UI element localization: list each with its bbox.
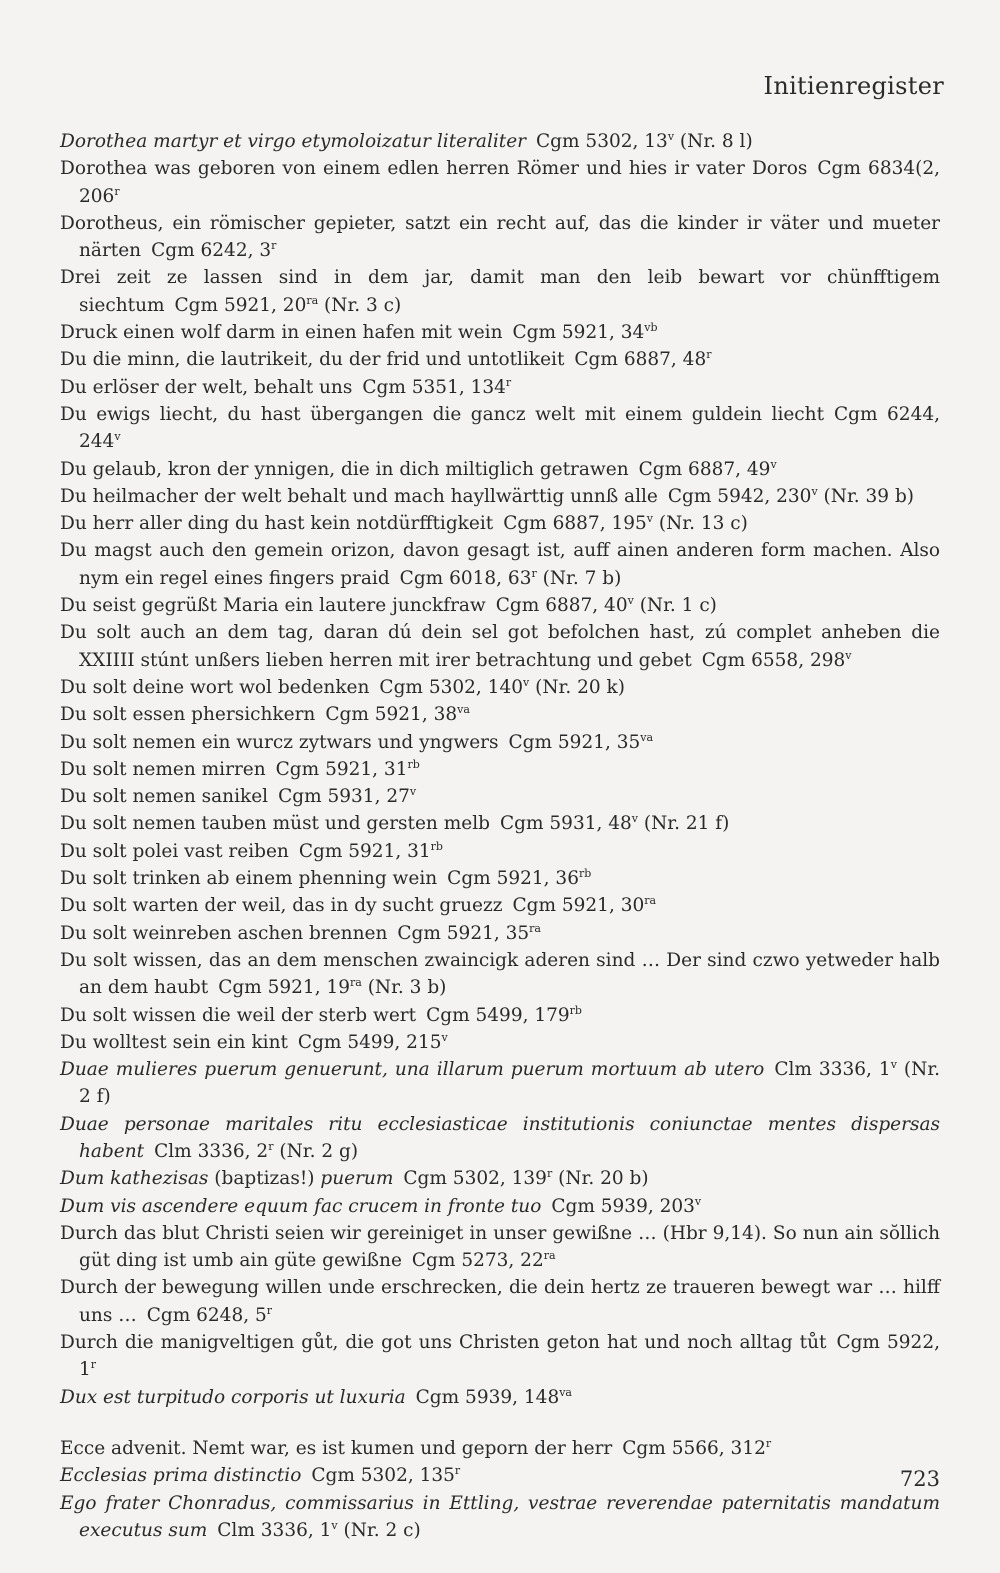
incipit: Dorothea martyr et virgo etymoloizatur literaliter bbox=[60, 131, 527, 152]
folio-side: ra bbox=[644, 894, 657, 908]
folio-side: rb bbox=[407, 757, 420, 771]
incipit: Ecclesias prima distinctio bbox=[60, 1465, 302, 1487]
manuscript-reference: Cgm 5302, 140$^v$ (Nr. 20 k) bbox=[379, 675, 625, 698]
incipit: Du solt trinken ab einem phenning wein bbox=[60, 868, 438, 890]
manuscript-reference: Cgm 6018, 63$^r$ (Nr. 7 b) bbox=[399, 566, 622, 589]
index-entry bbox=[60, 1029, 940, 1056]
index-entry bbox=[60, 810, 940, 837]
folio-side: ra bbox=[529, 921, 541, 935]
index-entry bbox=[60, 1435, 940, 1462]
manuscript-reference: Cgm 5931, 27$^v$ bbox=[278, 784, 417, 808]
manuscript-reference: Cgm 5942, 230$^v$ (Nr. 39 b) bbox=[667, 484, 915, 507]
index-entry bbox=[60, 674, 940, 701]
incipit: Dorothea was geboren von einem edlen herren Römer und hies ir vater Doros bbox=[60, 158, 808, 180]
folio-side: r bbox=[266, 1303, 273, 1317]
manuscript-reference: Cgm 5921, $19^{ra}$ (Nr. 3 b) bbox=[218, 976, 447, 999]
manuscript-reference: Clm 3336, 2$^r$ (Nr. 2 g) bbox=[154, 1139, 359, 1162]
running-header: Initienregister bbox=[763, 72, 944, 100]
folio-side: ra bbox=[350, 976, 362, 990]
index-entry bbox=[60, 1384, 940, 1411]
manuscript-reference: Cgm 5499, 215$^v$ bbox=[297, 1030, 448, 1053]
incipit: Drei zeit ze lassen sind in dem jar, damit man den leib bewart vor chünfftigem siechtum bbox=[60, 267, 940, 316]
index-entry bbox=[60, 1274, 940, 1329]
folio-side: v bbox=[441, 1030, 448, 1044]
folio-side: r bbox=[114, 184, 120, 198]
folio-side: rb bbox=[430, 839, 443, 853]
incipit: Du solt nemen ein wurcz zytwars und yngwers bbox=[60, 731, 499, 753]
incipit: Duae mulieres puerum genuerunt, una illarum puerum mortuum ab utero bbox=[60, 1059, 765, 1081]
index-entry bbox=[60, 756, 940, 783]
manuscript-reference: Cgm 5921, $35^{ra}$ bbox=[397, 921, 541, 944]
manuscript-reference: Cgm 5921, $38^{va}$ bbox=[325, 703, 470, 726]
folio-side: v bbox=[667, 129, 675, 143]
incipit: Du solt wissen, das an dem menschen zwaincigk aderen sind … Der sind czwo yetweder halb an dem haubt bbox=[60, 949, 940, 999]
incipit: Durch die manigveltigen gůt, die got uns Christen geton hat und noch alltag tůt bbox=[60, 1332, 827, 1354]
incipit: Durch das blut Christi seien wir gereiniget in unser gewißne … (Hbr 9,14). So nun ain sŏllich güt ding ist umb ain güte gewißne bbox=[60, 1222, 940, 1272]
incipit: Dorotheus, ein römischer gepieter, satzt ein recht auf, das die kinder ir väter und mueter närten bbox=[60, 212, 940, 262]
manuscript-reference: Cgm 5273, $22^{ra}$ bbox=[411, 1249, 556, 1272]
folio-side: r bbox=[531, 566, 537, 580]
manuscript-reference: Clm 3336, 1$^v$ (Nr. 2 c) bbox=[217, 1518, 421, 1541]
manuscript-reference: Cgm 5921, $36^{rb}$ bbox=[447, 866, 592, 890]
incipit: Du die minn, die lautrikeit, du der frid und untotlikeit bbox=[60, 349, 565, 371]
folio-side: rb bbox=[569, 1003, 582, 1017]
folio-side: ra bbox=[306, 293, 319, 307]
incipit: Du solt warten der weil, das in dy sucht gruezz bbox=[60, 895, 503, 917]
manuscript-reference: Cgm 5921, $35^{va}$ bbox=[508, 730, 654, 753]
incipit: Du solt nemen tauben müst und gersten melb bbox=[60, 813, 490, 835]
incipit: Dum kathezisas bbox=[60, 1168, 209, 1190]
incipit: Dux est turpitudo corporis ut luxuria bbox=[60, 1386, 406, 1408]
folio-side: va bbox=[457, 703, 470, 717]
index-entry bbox=[60, 1329, 940, 1384]
manuscript-reference: Cgm 5939, 203$^v$ bbox=[551, 1194, 702, 1217]
manuscript-reference: Cgm 6887, 40$^v$ (Nr. 1 c) bbox=[495, 593, 717, 617]
folio-side: rb bbox=[578, 866, 592, 880]
manuscript-reference: Cgm 6248, 5$^r$ bbox=[146, 1303, 273, 1326]
folio-side: v bbox=[631, 812, 639, 826]
index-entry bbox=[60, 264, 940, 319]
manuscript-reference: Cgm 5351, 134$^r$ bbox=[362, 375, 512, 398]
page-number: 723 bbox=[899, 1467, 940, 1491]
manuscript-reference: Cgm 5499, $179^{rb}$ bbox=[426, 1003, 582, 1026]
folio-side: v bbox=[770, 457, 777, 471]
incipit: Du herr aller ding du hast kein notdürfftigkeit bbox=[60, 513, 494, 535]
incipit: Du ewigs liecht, du hast übergangen die gancz welt mit einem guldein liecht bbox=[60, 403, 825, 425]
index-entry bbox=[60, 729, 940, 756]
incipit: Du solt wissen die weil der sterb wert bbox=[60, 1004, 417, 1026]
index-entry bbox=[60, 1056, 940, 1111]
incipit: Du solt nemen mirren bbox=[60, 758, 266, 780]
manuscript-reference: Cgm 5921, $34^{vb}$ bbox=[512, 320, 658, 344]
manuscript-reference: Cgm 5566, 312$^r$ bbox=[622, 1436, 772, 1459]
index-entry bbox=[60, 1193, 940, 1220]
folio-side: r bbox=[271, 239, 277, 253]
index-entry bbox=[60, 701, 940, 728]
folio-side: vb bbox=[644, 320, 658, 334]
index-entry bbox=[60, 1490, 940, 1545]
incipit: Du solt nemen sanikel bbox=[60, 786, 269, 808]
incipit: Druck einen wolf darm in einen hafen mit wein bbox=[60, 322, 503, 344]
folio-side: v bbox=[114, 430, 121, 444]
folio-side: ra bbox=[543, 1249, 556, 1263]
folio-side: v bbox=[811, 484, 818, 498]
index-entry bbox=[60, 1462, 940, 1489]
manuscript-reference: Cgm 5931, 48$^v$ (Nr. 21 f) bbox=[499, 812, 730, 835]
manuscript-reference: Cgm 6834(2, 206$^r$ bbox=[79, 158, 941, 207]
manuscript-reference: Cgm 5302, 13$^v$ (Nr. 8 l) bbox=[536, 129, 753, 152]
manuscript-reference: Cgm 5921, $30^{ra}$ bbox=[512, 894, 657, 917]
incipit: Durch der bewegung willen unde erschrecken, die dein hertz ze traueren bewegt war … hilff uns … bbox=[60, 1277, 940, 1326]
folio-side: v bbox=[627, 593, 634, 607]
manuscript-reference: Cgm 5922, 1$^r$ bbox=[79, 1332, 940, 1381]
folio-side: r bbox=[765, 1436, 772, 1450]
index-entry bbox=[60, 346, 940, 373]
folio-side: r bbox=[706, 348, 712, 362]
index-entry bbox=[60, 319, 940, 346]
index-entry bbox=[60, 783, 940, 810]
incipit-continued: puerum bbox=[320, 1168, 394, 1190]
incipit: Du erlöser der welt, behalt uns bbox=[60, 376, 353, 398]
index-entry bbox=[60, 947, 940, 1002]
manuscript-reference: Cgm 5302, 135$^r$ bbox=[311, 1464, 461, 1487]
manuscript-reference: Cgm 6887, 48$^r$ bbox=[574, 348, 712, 371]
incipit: Du solt essen phersichkern bbox=[60, 704, 316, 726]
manuscript-reference: Cgm 5921, $31^{rb}$ bbox=[275, 757, 420, 780]
index-entry bbox=[60, 865, 940, 892]
incipit: Ego frater Chonradus, commissarius in Ettling, vestrae reverendae paternitatis mandatum executus sum bbox=[60, 1492, 940, 1541]
folio-side: r bbox=[90, 1358, 97, 1372]
incipit: Duae personae maritales ritu ecclesiasticae institutionis coniunctae mentes dispersas habent bbox=[60, 1113, 940, 1162]
manuscript-reference: Cgm 5302, 139$^r$ (Nr. 20 b) bbox=[403, 1167, 649, 1190]
incipit: Du seist gegrüßt Maria ein lautere junckfraw bbox=[60, 595, 486, 617]
incipit: Du solt deine wort wol bedenken bbox=[60, 676, 370, 698]
manuscript-reference: Cgm 5921, $20^{ra}$ (Nr. 3 c) bbox=[174, 293, 402, 316]
index-entry bbox=[60, 1111, 940, 1166]
index-entry bbox=[60, 838, 940, 865]
index-entry bbox=[60, 1002, 940, 1029]
folio-side: va bbox=[559, 1385, 572, 1399]
incipit: Du magst auch den gemein orizon, davon gesagt ist, auff ainen anderen form machen. Also nym ein regel eines fingers praid bbox=[60, 540, 940, 589]
folio-side: r bbox=[268, 1139, 274, 1153]
index-entry bbox=[60, 592, 940, 619]
incipit: Du wolltest sein ein kint bbox=[60, 1031, 288, 1053]
index-entry bbox=[60, 155, 940, 210]
incipit: Dum vis ascendere equum fac crucem in fronte tuo bbox=[60, 1195, 542, 1217]
folio-side: v bbox=[646, 512, 653, 525]
incipit: Du heilmacher der welt behalt und mach hayllwärttig unnß alle bbox=[60, 485, 658, 507]
index-entry bbox=[60, 401, 940, 456]
folio-side: r bbox=[454, 1464, 461, 1478]
folio-side: v bbox=[331, 1518, 338, 1532]
index-entry bbox=[60, 483, 940, 510]
folio-side: va bbox=[640, 730, 654, 744]
index-entry bbox=[60, 456, 940, 483]
manuscript-reference: Cgm 6244, 244$^v$ bbox=[79, 403, 940, 453]
index-entry bbox=[60, 1220, 940, 1275]
folio-side: v bbox=[845, 648, 852, 662]
index-entry bbox=[60, 128, 940, 155]
manuscript-reference: Cgm 5921, $31^{rb}$ bbox=[298, 839, 443, 862]
folio-side: r bbox=[546, 1167, 553, 1181]
manuscript-reference: Cgm 6887, 195$^v$ (Nr. 13 c) bbox=[503, 512, 748, 535]
incipit: Du solt polei vast reiben bbox=[60, 840, 289, 862]
incipit: Ecce advenit. Nemt war, es ist kumen und geporn der herr bbox=[60, 1437, 613, 1459]
folio-side: v bbox=[409, 784, 417, 798]
index-entry bbox=[60, 1165, 940, 1192]
manuscript-reference: Clm 3336, 1$^v$ (Nr. 2 f) bbox=[79, 1057, 941, 1108]
index-entry bbox=[60, 619, 940, 674]
manuscript-reference: Cgm 5939, $148^{va}$ bbox=[415, 1385, 572, 1408]
incipit-note: (baptizas!) bbox=[208, 1168, 321, 1190]
folio-side: r bbox=[505, 375, 512, 389]
index-entry bbox=[60, 537, 940, 592]
index-entry bbox=[60, 920, 940, 947]
incipit: Du gelaub, kron der ynnigen, die in dich miltiglich getrawen bbox=[60, 458, 629, 480]
manuscript-reference: Cgm 6242, 3$^r$ bbox=[151, 239, 277, 262]
incipit: Du solt auch an dem tag, daran dú dein sel got befolchen hast, zú complet anheben die XXIIII stúnt unßers lieben herren mit irer betrachtung und gebet bbox=[60, 622, 940, 671]
folio-side: v bbox=[523, 675, 530, 689]
index-entry bbox=[60, 892, 940, 919]
incipit: Du solt weinreben aschen brennen bbox=[60, 922, 388, 944]
index-entry bbox=[60, 374, 940, 401]
folio-side: v bbox=[890, 1057, 897, 1071]
folio-side: v bbox=[694, 1194, 702, 1208]
index-entry bbox=[60, 210, 940, 265]
index-entries bbox=[60, 128, 940, 1544]
manuscript-reference: Cgm 6887, 49$^v$ bbox=[638, 457, 777, 480]
index-entry bbox=[60, 510, 940, 537]
manuscript-reference: Cgm 6558, 298$^v$ bbox=[701, 648, 852, 671]
